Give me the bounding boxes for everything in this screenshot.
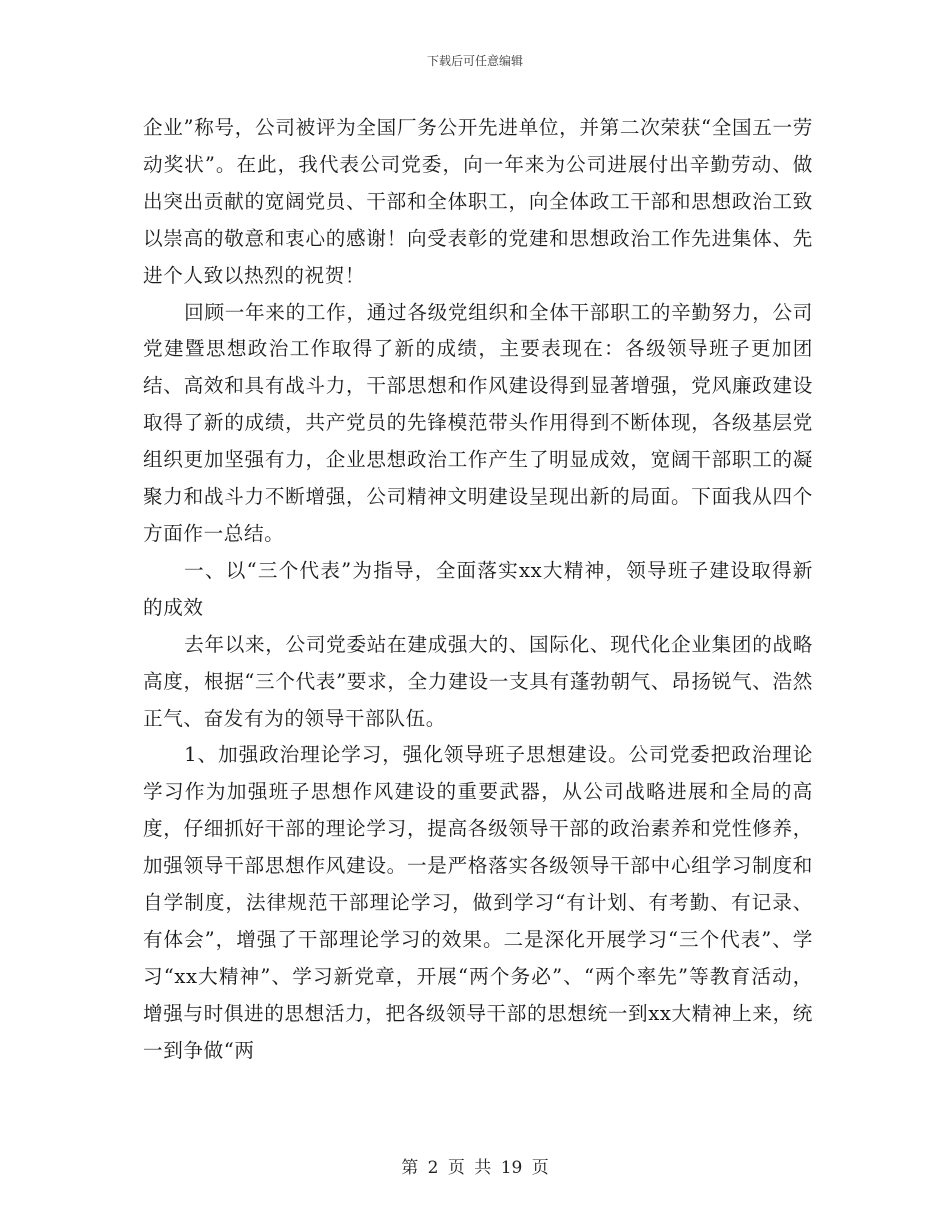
paragraph: 回顾一年来的工作，通过各级党组织和全体干部职工的辛勤努力，公司党建暨思想政治工作取得了新的成绩，主要表现在：各级领导班子更加团结、高效和具有战斗力，干部思想和作风建设得到显著增强，党风廉政建设取得了新的成绩，共产党员的先锋模范带头作用得到不断体现，各级基层党组织更加坚强有力，企业思想政治工作产生了明显成效，宽阔干部职工的凝聚力和战斗力不断增强，公司精神文明建设呈现出新的局面。下面我从四个方面作一总结。 xyxy=(143,300,813,545)
paragraph: 1、加强政治理论学习，强化领导班子思想建设。公司党委把政治理论学习作为加强班子思想作风建设的重要武器，从公司战略进展和全局的高度，仔细抓好干部的理论学习，提高各级领导干部的政治素养和党性修养，加强领导干部思想作风建设。一是严格落实各级领导干部中心组学习制度和自学制度，法律规范干部理论学习，做到学习“有计划、有考勤、有记录、有体会”，增强了干部理论学习的效果。二是深化开展学习“三个代表”、学习“xx大精神”、学习新党章，开展“两个务必”、“两个率先”等教育活动，增强与时俱进的思想活力，把各级领导干部的思想统一到xx大精神上来，统一到争做“两 xyxy=(143,743,813,1062)
paragraph-continuation: 企业”称号，公司被评为全国厂务公开先进单位，并第二次荣获“全国五一劳动奖状”。在此，我代表公司党委，向一年来为公司进展付出辛勤劳动、做出突出贡献的宽阔党员、干部和全体职工，向全体政工干部和思想政治工致以崇高的敬意和衷心的感谢！向受表彰的党建和思想政治工作先进集体、先进个人致以热烈的祝贺！ xyxy=(143,116,813,287)
document-body xyxy=(143,110,813,1070)
section-heading: 一、以“三个代表”为指导，全面落实xx大精神，领导班子建设取得新的成效 xyxy=(143,558,813,619)
paragraph: 去年以来，公司党委站在建成强大的、国际化、现代化企业集团的战略高度，根据“三个代表”要求，全力建设一支具有蓬勃朝气、昂扬锐气、浩然正气、奋发有为的领导干部队伍。 xyxy=(143,632,813,730)
page-footer: 第 2 页 共 19 页 xyxy=(401,1158,549,1178)
page-header: 下载后可任意编辑 xyxy=(426,54,523,68)
